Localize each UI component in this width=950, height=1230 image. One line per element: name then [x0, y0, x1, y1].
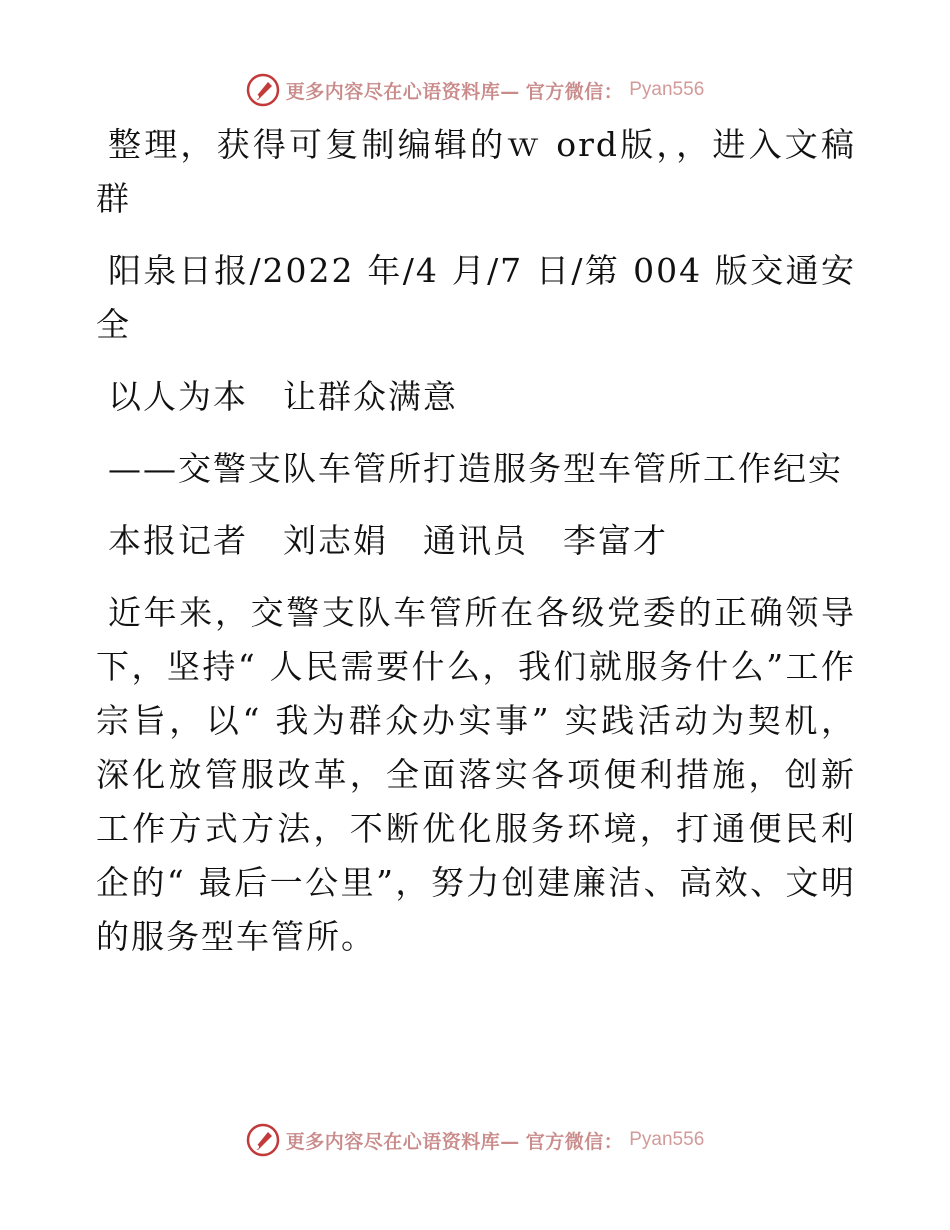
watermark-wechat-label: 官方微信： [525, 80, 624, 103]
source-line: 阳泉日报/2022 年/4 月/7 日/第 004 版交通安全 [96, 251, 856, 344]
watermark-text: 更多内容尽在心语资料库— [285, 80, 520, 103]
watermark-text: 更多内容尽在心语资料库— [285, 1130, 520, 1153]
pen-nib-logo-icon [246, 73, 280, 107]
watermark-header [0, 70, 950, 110]
intro-line: 整理，获得可复制编辑的ｗ ord版，，进入文稿群 [96, 125, 856, 218]
document-body [96, 118, 856, 964]
watermark-wechat-id: Pyan556 [629, 79, 705, 100]
watermark-wechat-label: 官方微信： [525, 1130, 624, 1153]
body-paragraph: 近年来，交警支队车管所在各级党委的正确领导下，坚持“ 人民需要什么，我们就服务什么”工作宗旨，以“ 我为群众办实事” 实践活动为契机，深化放管服改革，全面落实各项便利措施，创新工作方式方法，不断优化服务环境，打通便民利企的“ 最后一公里”，努力创建廉洁、高效、文明的服务型车管所。 [96, 593, 856, 956]
article-subtitle: ——交警支队车管所打造服务型车管所工作纪实 [108, 449, 843, 488]
byline: 本报记者 刘志娟 通讯员 李富才 [108, 521, 668, 560]
article-title: 以人为本 让群众满意 [108, 377, 458, 416]
watermark-wechat-id: Pyan556 [629, 1129, 705, 1150]
watermark-footer [0, 1120, 950, 1160]
pen-nib-logo-icon [246, 1123, 280, 1157]
